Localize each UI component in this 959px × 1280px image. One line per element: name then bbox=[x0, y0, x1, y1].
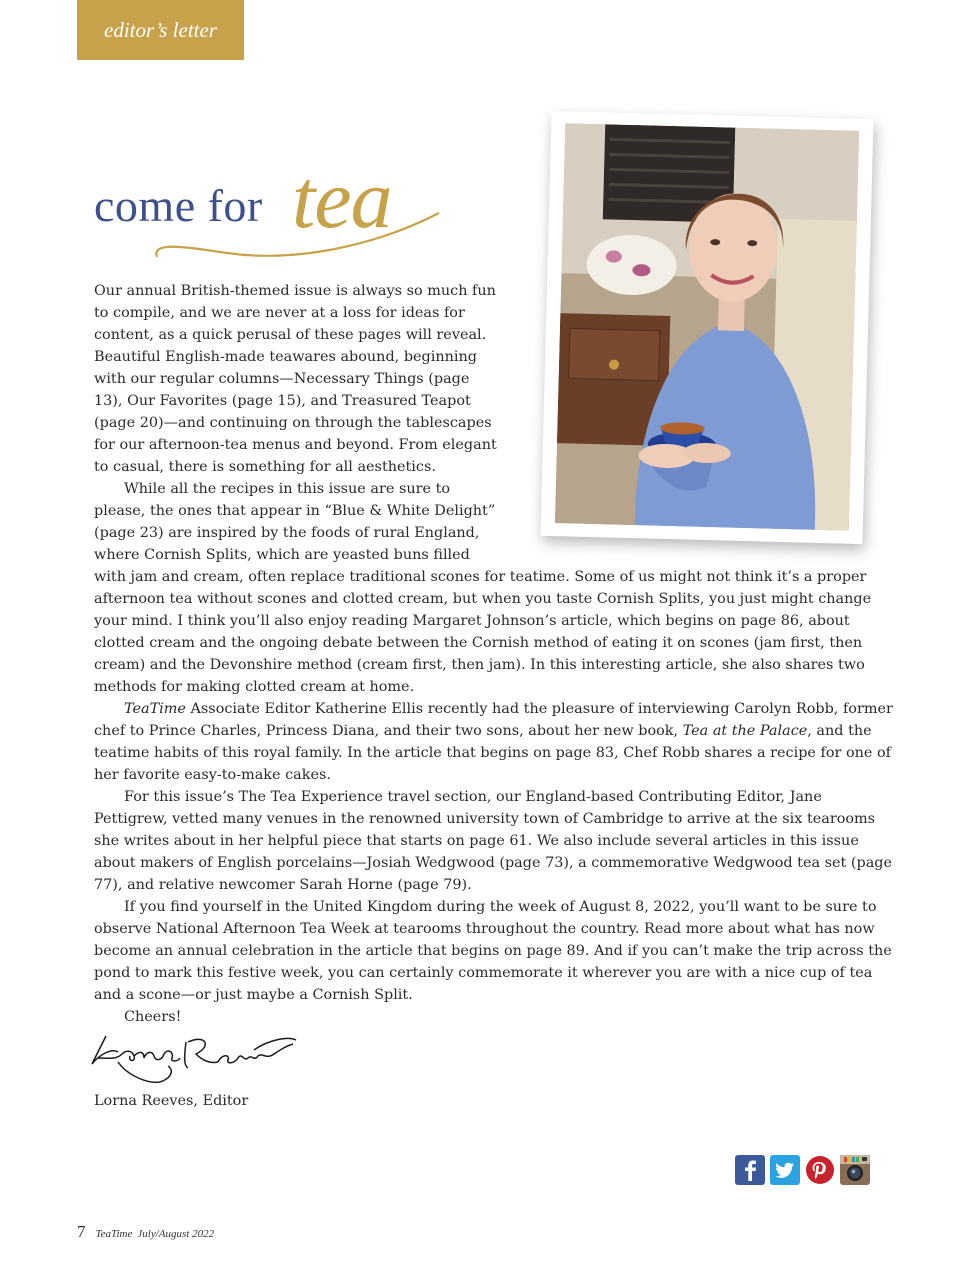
closing-line: Cheers! bbox=[124, 1009, 182, 1025]
page-title bbox=[92, 155, 452, 270]
publication-name: TeaTime bbox=[95, 1228, 133, 1240]
page-footer bbox=[77, 1222, 214, 1242]
paragraph-interview-part-b: , and the teatime habits of this royal family. In the article that begins on page 83, Chef Robb shares a recipe for one of her favorite easy-to-make cakes. bbox=[94, 723, 891, 783]
paragraph-tea-week: If you find yourself in the United Kingdom during the week of August 8, 2022, you’ll want to be sure to observe National Afternoon Tea Week at tearooms throughout the country. Read more about what has now become an annual celebration in the article that begins on page 89. And if you can’t make the trip across the pond to mark this festive week, you can certainly commemorate it wherever you are with a nice cup of tea and a scone—or just maybe a Cornish Split. bbox=[94, 899, 892, 1003]
pinterest-icon[interactable] bbox=[805, 1155, 835, 1185]
paragraph-recipes: While all the recipes in this issue are sure to please, the ones that appear in “Blue & White Delight” (page 23) are inspired by the foods of rural England, where Cornish Splits, which are yeasted buns filled with jam and cream, often replace traditional scones for teatime. Some of us might not think it’s a proper afternoon tea without scones and clotted cream, but when you taste Cornish Splits, you just might change your mind. I think you’ll also enjoy reading Margaret Johnson’s article, which begins on page 86, about clotted cream and the ongoing debate between the Cornish method of eating it on scones (jam first, then cream) and the Devonshire method (cream first, then jam). In this interesting article, she also shares two methods for making clotted cream at home. bbox=[94, 481, 872, 695]
editor-signature bbox=[88, 1028, 303, 1090]
paragraph-interview-part-a: Associate Editor Katherine Ellis recently had the pleasure of interviewing Carolyn Robb, former chef to Prince Charles, Princess Diana, and their two sons, about her new book, bbox=[94, 701, 893, 739]
title-main-text: come for bbox=[94, 180, 263, 231]
magazine-name: TeaTime bbox=[124, 701, 186, 717]
page-number: 7 bbox=[77, 1222, 86, 1241]
book-title: Tea at the Palace bbox=[682, 723, 808, 739]
article-body bbox=[94, 280, 894, 1028]
twitter-icon[interactable] bbox=[770, 1155, 800, 1185]
photo-wrap-space bbox=[499, 280, 894, 566]
paragraph-intro: Our annual British-themed issue is always so much fun to compile, and we are never at a loss for ideas for content, as a quick perusal of these pages will reveal. Beautiful English-made teawares abound, beginning with our regular columns—Necessary Things (page 13), Our Favorites (page 15), and Treasured Teapot (page 20)—and continuing on through the tablescapes for our afternoon-tea menus and beyond. From elegant to casual, there is something for all aesthetics. bbox=[94, 283, 497, 475]
publication-info bbox=[96, 1228, 215, 1240]
section-tag-label: editor’s letter bbox=[104, 17, 217, 42]
signer-name: Lorna Reeves, Editor bbox=[94, 1093, 249, 1109]
title-script-text: tea bbox=[292, 153, 392, 246]
paragraph-interview bbox=[94, 698, 894, 786]
social-links bbox=[735, 1155, 870, 1185]
section-tag bbox=[77, 0, 244, 60]
issue-date: July/August 2022 bbox=[137, 1228, 215, 1240]
instagram-icon[interactable] bbox=[840, 1155, 870, 1185]
facebook-icon[interactable] bbox=[735, 1155, 765, 1185]
paragraph-travel: For this issue’s The Tea Experience travel section, our England-based Contributing Editor, Jane Pettigrew, vetted many venues in the renowned university town of Cambridge to arrive at the six tearooms she writes about in her helpful piece that starts on page 61. We also include several articles in this issue about makers of English porcelains—Josiah Wedgwood (page 73), a commemorative Wedgwood tea set (page 77), and relative newcomer Sarah Horne (page 79). bbox=[94, 789, 893, 893]
